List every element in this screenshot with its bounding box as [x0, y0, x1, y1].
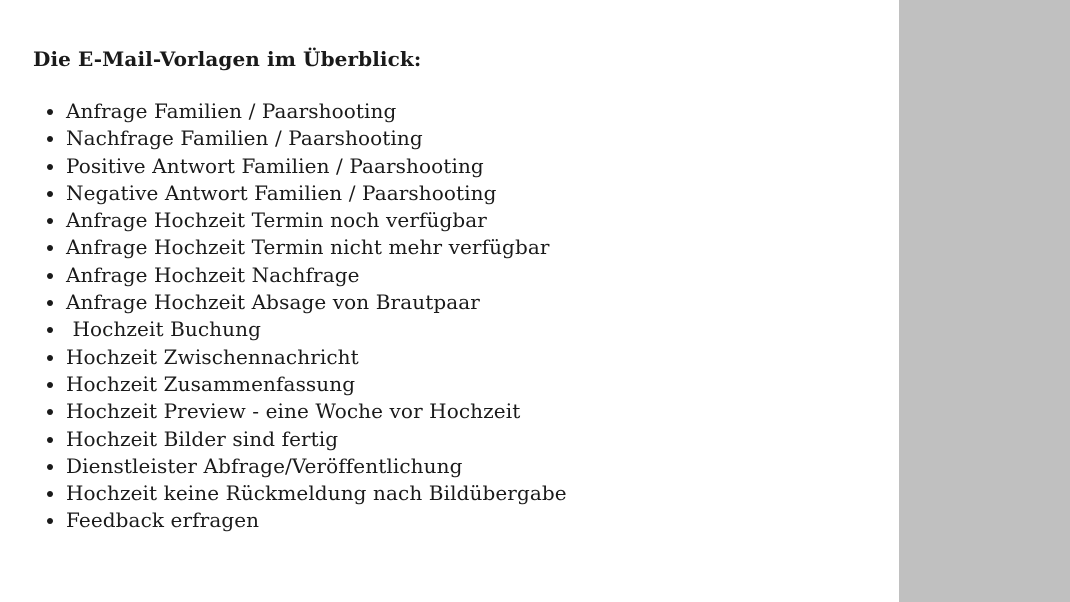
list-item: • Hochzeit Buchung: [66, 316, 873, 343]
list-item: • Hochzeit Zusammenfassung: [66, 371, 873, 398]
list-item: • Feedback erfragen: [66, 507, 873, 534]
list-item: • Anfrage Familien / Paarshooting: [66, 98, 873, 125]
list-item: • Hochzeit keine Rückmeldung nach Bildübergabe: [66, 480, 873, 507]
list-item: • Anfrage Hochzeit Nachfrage: [66, 262, 873, 289]
list-item: • Positive Antwort Familien / Paarshooting: [66, 153, 873, 180]
side-panel: [899, 0, 1070, 602]
document-content: [33, 44, 873, 535]
list-item: • Anfrage Hochzeit Termin noch verfügbar: [66, 207, 873, 234]
list-item: • Hochzeit Preview - eine Woche vor Hochzeit: [66, 398, 873, 425]
page-title: Die E-Mail-Vorlagen im Überblick:: [33, 47, 422, 71]
list-item: • Hochzeit Zwischennachricht: [66, 344, 873, 371]
list-item: • Anfrage Hochzeit Termin nicht mehr verfügbar: [66, 234, 873, 261]
list-item: • Negative Antwort Familien / Paarshooting: [66, 180, 873, 207]
template-list: [33, 98, 873, 535]
list-item: • Hochzeit Bilder sind fertig: [66, 426, 873, 453]
list-item: • Nachfrage Familien / Paarshooting: [66, 125, 873, 152]
list-item: • Dienstleister Abfrage/Veröffentlichung: [66, 453, 873, 480]
list-item: • Anfrage Hochzeit Absage von Brautpaar: [66, 289, 873, 316]
